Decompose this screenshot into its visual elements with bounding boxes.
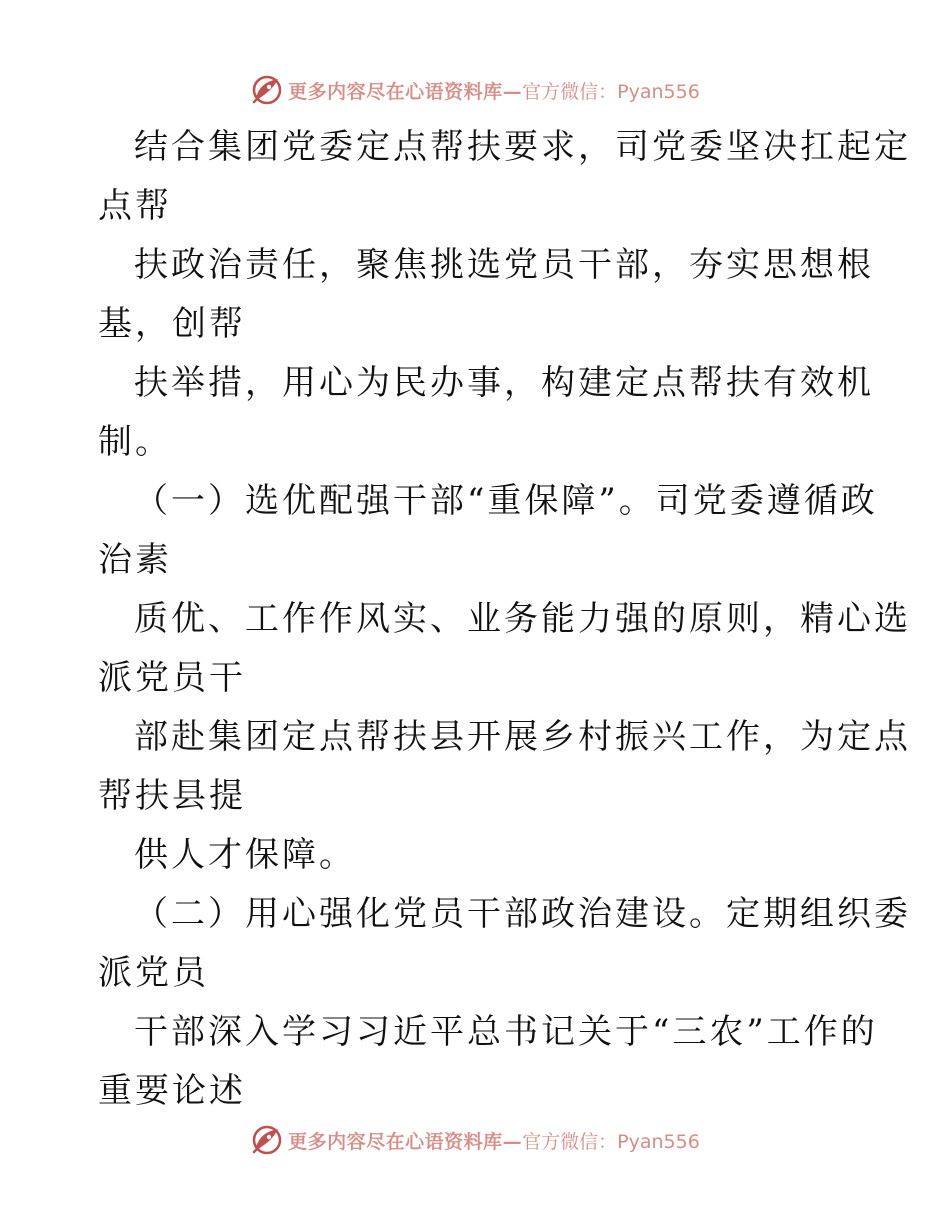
text-line [98,708,911,767]
header-watermark [0,70,950,110]
line-text: （二）用心强化党员干部政治建设。定期组织委 [134,894,911,934]
line-text: 供人才保障。 [134,835,356,875]
line-text: 帮扶县提 [98,776,246,816]
text-line [98,767,858,826]
line-text: 派党员 [98,953,209,993]
watermark-text: 更多内容尽在心语资料库— [288,80,523,103]
line-text: 制。 [98,422,172,462]
line-text: 质优、工作作风实、业务能力强的原则，精心选 [134,599,911,639]
footer-watermark [0,1120,950,1160]
line-text: 部赴集团定点帮扶县开展乡村振兴工作，为定点 [134,717,911,757]
text-line [98,885,911,944]
line-text: （一）选优配强干部“重保障”。司党委遵循政 [134,481,878,521]
text-line [98,590,911,649]
text-line [98,826,858,885]
line-text: 治素 [98,540,172,580]
text-line [98,472,878,531]
text-line [98,531,858,590]
line-text: 扶举措，用心为民办事，构建定点帮扶有效机 [134,363,874,403]
text-line [98,1062,858,1121]
line-text: 结合集团党委定点帮扶要求，司党委坚决扛起定 [134,127,911,167]
watermark-suffix: 官方微信：Pyan556 [522,80,700,103]
text-line [98,295,858,354]
line-text: 点帮 [98,186,172,226]
line-text: 扶政治责任，聚焦挑选党员干部，夯实思想根 [134,245,874,285]
text-line [98,354,874,413]
text-line [98,118,911,177]
text-line [98,649,858,708]
pen-nib-logo-icon [250,73,284,107]
text-line [98,177,858,236]
watermark-text: 更多内容尽在心语资料库— [288,1130,523,1153]
line-text: 干部深入学习习近平总书记关于“三农”工作的 [134,1012,878,1052]
pen-nib-logo-icon [250,1123,284,1157]
watermark-suffix: 官方微信：Pyan556 [522,1130,700,1153]
text-line [98,1003,878,1062]
text-line [98,944,858,1003]
line-text: 重要论述 [98,1071,246,1111]
document-body [98,118,911,1121]
line-text: 基，创帮 [98,304,246,344]
line-text: 派党员干 [98,658,246,698]
text-line [98,236,874,295]
text-line [98,413,858,472]
